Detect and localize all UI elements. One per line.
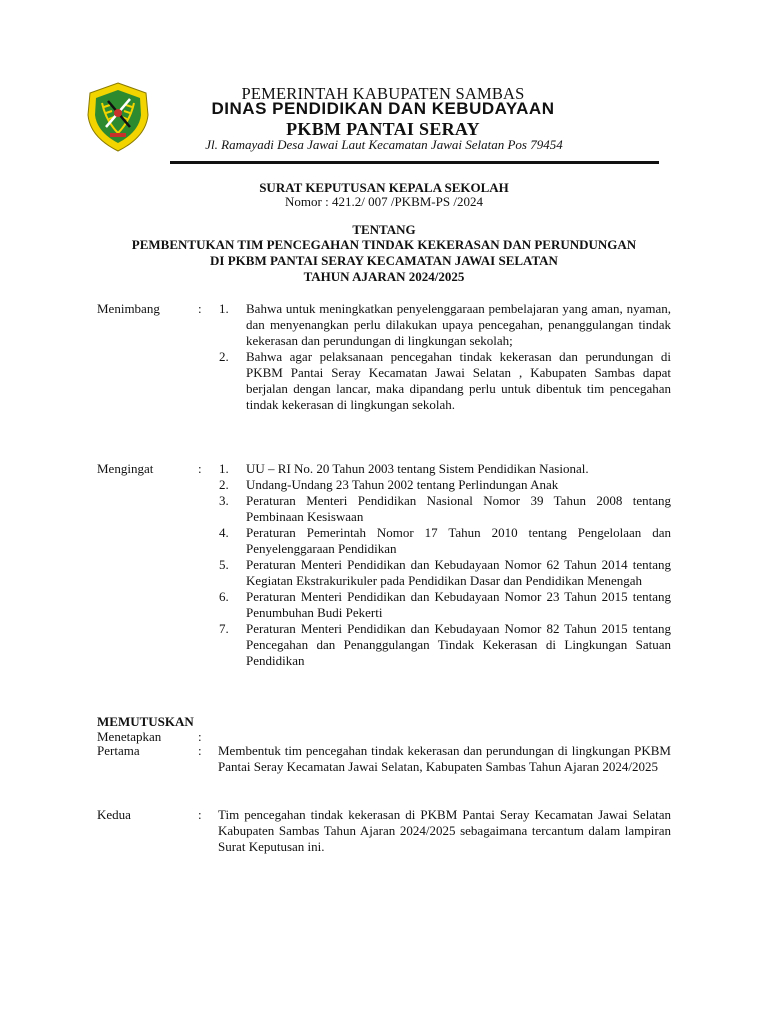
list-item: [215, 461, 671, 477]
list-number: 5.: [219, 557, 229, 572]
list-number: 2.: [219, 349, 229, 364]
list-item: [215, 557, 671, 589]
mengingat-colon: :: [198, 461, 202, 476]
list-text: Peraturan Pemerintah Nomor 17 Tahun 2010 tentang Pengelolaan dan Penyelenggaraan Pendidikan: [246, 525, 671, 556]
list-item: [215, 349, 671, 413]
decree-subject-line-2: DI PKBM PANTAI SERAY KECAMATAN JAWAI SELATAN: [210, 253, 558, 268]
list-text: UU – RI No. 20 Tahun 2003 tentang Sistem Pendidikan Nasional.: [246, 461, 589, 476]
decree-number: Nomor : 421.2/ 007 /PKBM-PS /2024: [285, 194, 483, 209]
letterhead-divider: [170, 161, 659, 164]
list-number: 7.: [219, 621, 229, 636]
list-number: 2.: [219, 477, 229, 492]
list-number: 1.: [219, 461, 229, 476]
list-text: Bahwa untuk meningkatkan penyelenggaraan pembelajaran yang aman, nyaman, dan menyenangkan perlu dilakukan upaya pencegahan, penanggulangan tindak kekerasan dan perundungan di lingkungan sekolah;: [246, 301, 671, 348]
kedua-label: Kedua: [97, 807, 131, 822]
list-item: [215, 589, 671, 621]
list-item: [215, 477, 671, 493]
menetapkan-label: Menetapkan: [97, 729, 162, 744]
list-item: [215, 621, 671, 669]
pertama-text: Membentuk tim pencegahan tindak kekerasan dan perundungan di lingkungan PKBM Pantai Seray Kecamatan Jawai Selatan, Kabupaten Sambas Tahun Ajaran 2024/2025: [218, 743, 671, 774]
decree-about: TENTANG: [352, 222, 416, 237]
kedua-colon: :: [198, 807, 202, 822]
pertama-colon: :: [198, 743, 202, 758]
decree-heading: SURAT KEPUTUSAN KEPALA SEKOLAH: [259, 180, 509, 195]
government-name: PEMERINTAH KABUPATEN SAMBAS: [241, 84, 525, 103]
menimbang-label: Menimbang: [97, 301, 160, 316]
menimbang-list: [215, 301, 671, 413]
list-text: Bahwa agar pelaksanaan pencegahan tindak kekerasan dan perundungan di PKBM Pantai Seray Kecamatan Jawai Selatan , Kabupaten Sambas dapat berjalan dengan lancar, maka dipandang perlu untuk dibentuk tim pencegahan tindak kekerasan di lingkungan sekolah.: [246, 349, 671, 412]
institution-address: Jl. Ramayadi Desa Jawai Laut Kecamatan Jawai Selatan Pos 79454: [205, 137, 563, 152]
list-number: 6.: [219, 589, 229, 604]
kedua-text: Tim pencegahan tindak kekerasan di PKBM Pantai Seray Kecamatan Jawai Selatan Kabupaten Sambas Tahun Ajaran 2024/2025 sebagaimana tercantum dalam lampiran Surat Keputusan ini.: [218, 807, 671, 854]
menimbang-colon: :: [198, 301, 202, 316]
list-item: [215, 525, 671, 557]
institution-name: PKBM PANTAI SERAY: [286, 119, 480, 139]
list-item: [215, 301, 671, 349]
list-text: Peraturan Menteri Pendidikan dan Kebudayaan Nomor 62 Tahun 2014 tentang Kegiatan Ekstrakurikuler pada Pendidikan Dasar dan Pendidikan Menengah: [246, 557, 671, 588]
menetapkan-colon: :: [198, 729, 202, 744]
mengingat-label: Mengingat: [97, 461, 154, 476]
regency-emblem-logo: [82, 81, 154, 153]
list-number: 3.: [219, 493, 229, 508]
memutuskan-heading: MEMUTUSKAN: [97, 714, 194, 729]
list-number: 1.: [219, 301, 229, 316]
decree-subject-line-1: PEMBENTUKAN TIM PENCEGAHAN TINDAK KEKERASAN DAN PERUNDUNGAN: [131, 237, 637, 252]
pertama-label: Pertama: [97, 743, 140, 758]
list-item: [215, 493, 671, 525]
list-text: Peraturan Menteri Pendidikan dan Kebudayaan Nomor 82 Tahun 2015 tentang Pencegahan dan Penanggulangan Tindak Kekerasan di Lingkungan Satuan Pendidikan: [246, 621, 671, 668]
list-number: 4.: [219, 525, 229, 540]
list-text: Undang-Undang 23 Tahun 2002 tentang Perlindungan Anak: [246, 477, 559, 492]
list-text: Peraturan Menteri Pendidikan Nasional Nomor 39 Tahun 2008 tentang Pembinaan Kesiswaan: [246, 493, 671, 524]
mengingat-list: [215, 461, 671, 669]
decree-subject-line-3: TAHUN AJARAN 2024/2025: [303, 269, 465, 284]
list-text: Peraturan Menteri Pendidikan dan Kebudayaan Nomor 23 Tahun 2015 tentang Penumbuhan Budi Pekerti: [246, 589, 671, 620]
department-name: DINAS PENDIDIKAN DAN KEBUDAYAAN: [211, 99, 555, 118]
